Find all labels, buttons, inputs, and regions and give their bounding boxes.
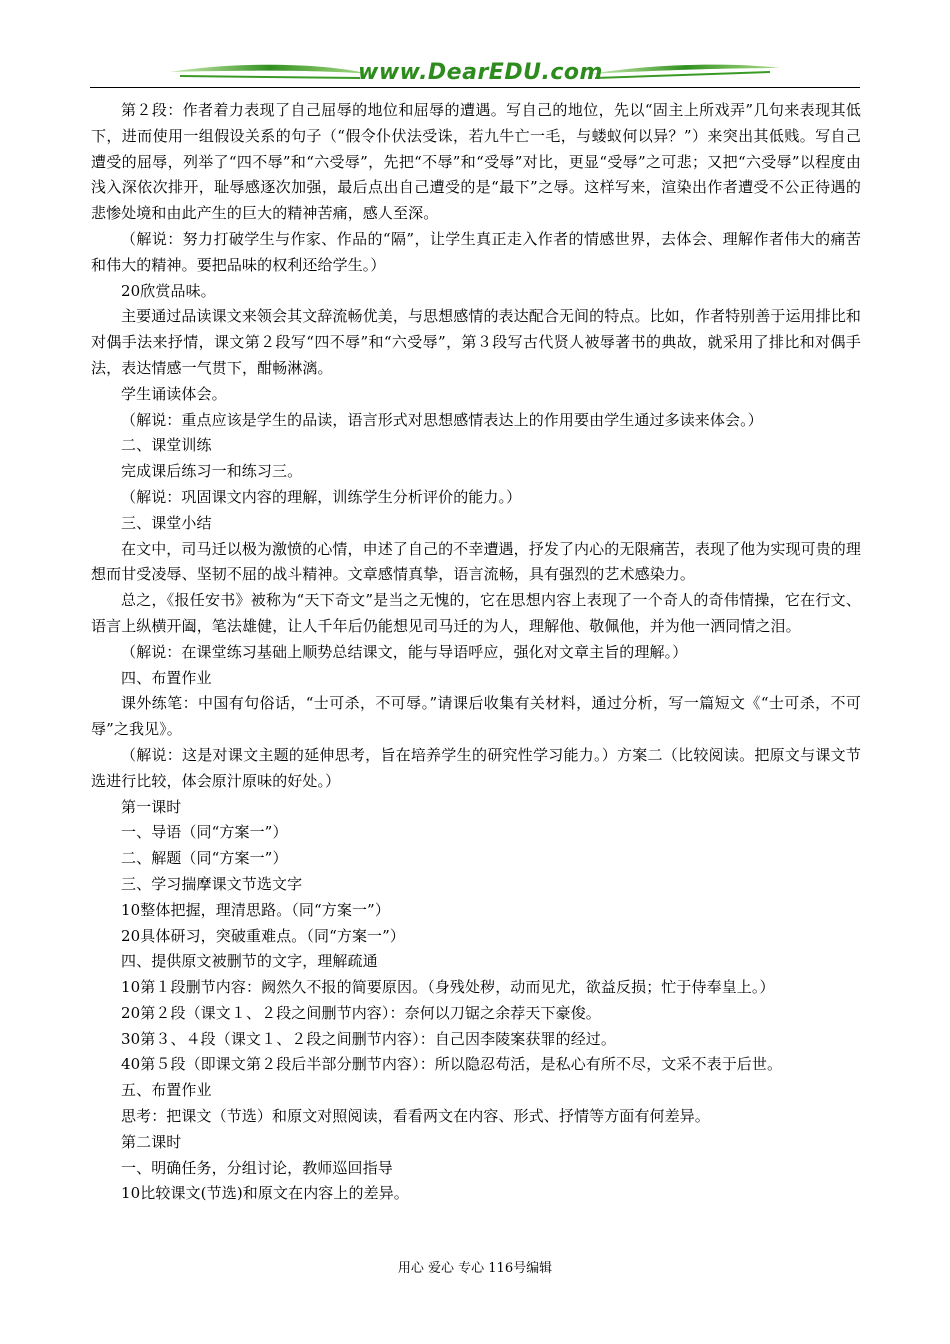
paragraph: 二、课堂训练 [121, 436, 212, 455]
site-logo-text: www.DearEDU.com [358, 60, 603, 85]
paragraph: 10比较课文(节选)和原文在内容上的差异。 [121, 1184, 409, 1203]
paragraph: 第２段：作者着力表现了自己屈辱的地位和屈辱的遭遇。写自己的地位，先以“固主上所戏弄”几句来表现其低下，进而使用一组假设关系的句子（“假令仆伏法受诛，若九牛亡一毛，与蝼蚁何以异？”）来突出其低贱。写自己遭受的屈辱，列举了“四不辱”和“六受辱”，先把“不辱”和“受辱”对比，更显“受辱”之可悲；又把“六受辱”以程度由浅入深依次排开，耻辱感逐次加强，最后点出自己遭受的是“最下”之辱。这样写来，渲染出作者遭受不公正待遇的悲惨处境和由此产生的巨大的精神苦痛，感人至深。 [91, 101, 861, 223]
paragraph: 一、导语（同“方案一”） [121, 823, 288, 842]
page-header [90, 58, 860, 90]
paragraph: 课外练笔：中国有句俗话，“士可杀，不可辱。”请课后收集有关材料，通过分析，写一篇短文《“士可杀，不可辱”之我见》。 [91, 694, 861, 739]
paragraph: 10整体把握，理清思路。（同“方案一”） [121, 900, 390, 919]
paragraph: 30第３、４段（课文１、２段之间删节内容）：自己因李陵案获罪的经过。 [121, 1029, 616, 1048]
paragraph: （解说：在课堂练习基础上顺势总结课文，能与导语呼应，强化对文章主旨的理解。） [121, 642, 688, 661]
paragraph: 总之，《报任安书》被称为“天下奇文”是当之无愧的，它在思想内容上表现了一个奇人的奇伟情操，它在行文、语言上纵横开阖，笔法雄健，让人千年后仍能想见司马迁的为人，理解他、敬佩他，并为他一洒同情之泪。 [91, 591, 861, 635]
paragraph: （解说：重点应该是学生的品读，语言形式对思想感情表达上的作用要由学生通过多读来体会。） [121, 410, 763, 429]
document-body [91, 98, 861, 1207]
paragraph: 20欣赏品味。 [121, 281, 216, 300]
paragraph: 五、布置作业 [121, 1081, 212, 1100]
paragraph: 第二课时 [121, 1132, 182, 1151]
paragraph: （解说：这是对课文主题的延伸思考，旨在培养学生的研究性学习能力。）方案二（比较阅读。把原文与课文节选进行比较，体会原汁原味的好处。） [91, 745, 861, 790]
paragraph: 三、学习揣摩课文节选文字 [121, 874, 303, 893]
paragraph: 10第１段删节内容：阙然久不报的简要原因。（身残处秽，动而见尤，欲益反损；忙于侍奉皇上。） [121, 978, 775, 997]
paragraph: 二、解题（同“方案一”） [121, 849, 288, 868]
paragraph: 学生诵读体会。 [121, 384, 227, 403]
paragraph: 思考：把课文（节选）和原文对照阅读，看看两文在内容、形式、抒情等方面有何差异。 [121, 1107, 710, 1126]
paragraph: 三、课堂小结 [121, 513, 212, 532]
paragraph: 完成课后练习一和练习三。 [121, 462, 303, 481]
paragraph: 四、提供原文被删节的文字，理解疏通 [121, 952, 378, 971]
paragraph: 在文中，司马迁以极为激愤的心情，申述了自己的不幸遭遇，抒发了内心的无限痛苦，表现了他为实现可贵的理想而甘受凌辱、坚韧不屈的战斗精神。文章感情真挚，语言流畅，具有强烈的艺术感染力。 [91, 539, 861, 584]
paragraph: 第一课时 [121, 797, 182, 816]
paragraph: 20具体研习，突破重难点。（同“方案一”） [121, 926, 406, 945]
page-footer: 用心 爱心 专心 116号编辑 [397, 1261, 553, 1276]
paragraph: 40第５段（即课文第２段后半部分删节内容）：所以隐忍苟活，是私心有所不尽，文采不表于后世。 [121, 1055, 783, 1074]
paragraph: 四、布置作业 [121, 668, 212, 687]
paragraph: 主要通过品读课文来领会其文辞流畅优美，与思想感情的表达配合无间的特点。比如，作者特别善于运用排比和对偶手法来抒情，课文第２段写“四不辱”和“六受辱”，第３段写古代贤人被辱著书的典故，就采用了排比和对偶手法，表达情感一气贯下，酣畅淋漓。 [91, 307, 861, 377]
paragraph: （解说：努力打破学生与作家、作品的“隔”，让学生真正走入作者的情感世界，去体会、理解作者伟大的痛苦和伟大的精神。要把品味的权利还给学生。） [91, 229, 861, 274]
paragraph: 一、明确任务，分组讨论，教师巡回指导 [121, 1158, 393, 1177]
header-divider [90, 87, 860, 88]
paragraph: 20第２段（课文１、２段之间删节内容）：奈何以刀锯之余荐天下豪俊。 [121, 1003, 601, 1022]
paragraph: （解说：巩固课文内容的理解，训练学生分析评价的能力。） [121, 487, 522, 506]
